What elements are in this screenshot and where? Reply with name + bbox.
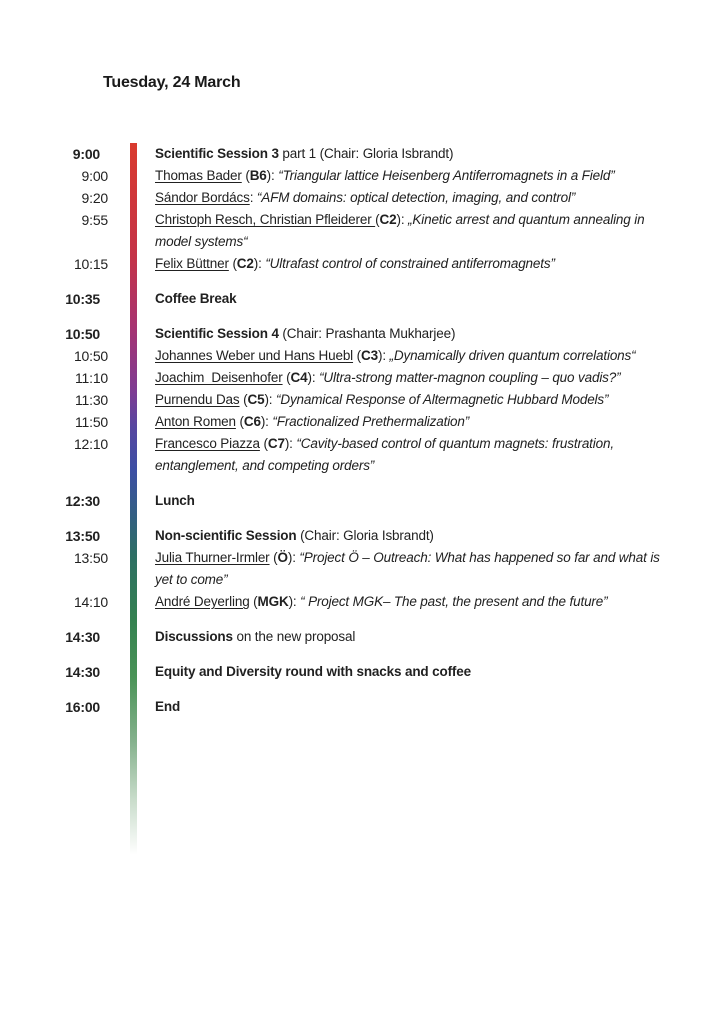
speaker-name: Anton Romen <box>155 414 236 429</box>
speaker-name: Johannes Weber und Hans Huebl <box>155 348 354 363</box>
text-segment: C2 <box>236 256 254 271</box>
text-segment: ): <box>266 168 279 183</box>
schedule-row-session <box>0 143 724 165</box>
talk-title: “Ultrafast control of constrained antiferromagnets” <box>265 256 555 271</box>
text-segment: ): <box>288 594 301 609</box>
time-label: 11:50 <box>75 414 108 430</box>
time-label: 13:50 <box>73 550 108 566</box>
text-segment: Ö <box>277 550 288 565</box>
text-segment: Scientific Session 4 <box>155 326 279 341</box>
entry-text <box>155 433 670 477</box>
schedule-row-talk <box>0 389 724 411</box>
schedule-row-session <box>0 323 724 345</box>
text-segment: on the new proposal <box>232 629 356 644</box>
text-segment: ( <box>241 168 250 183</box>
text-segment: ): <box>377 348 390 363</box>
time-label: 11:30 <box>75 392 108 408</box>
time-label: 9:20 <box>81 190 108 206</box>
page-title: Tuesday, 24 March <box>103 74 241 91</box>
text-segment: (Chair: Gloria Isbrandt) <box>296 528 434 543</box>
text-segment: C4 <box>290 370 308 385</box>
text-segment: ( <box>239 392 248 407</box>
time-label: 14:30 <box>65 664 100 680</box>
speaker-name: Christoph Resch, Christian Pfleiderer <box>155 212 376 227</box>
talk-title: „Dynamically driven quantum correlations“ <box>389 348 636 363</box>
text-segment: C6 <box>243 414 261 429</box>
text-segment: ): <box>284 436 297 451</box>
entry-text <box>155 696 670 718</box>
time-label: 10:15 <box>73 256 108 272</box>
schedule-row-block <box>0 696 724 718</box>
schedule-row-talk <box>0 187 724 209</box>
schedule-row-talk <box>0 165 724 187</box>
entry-text <box>155 490 670 512</box>
entry-text <box>155 253 670 275</box>
text-segment: ( <box>249 594 258 609</box>
talk-title: “Dynamical Response of Altermagnetic Hubbard Models” <box>276 392 609 407</box>
time-label: 10:50 <box>73 348 108 364</box>
text-segment: Lunch <box>155 493 195 508</box>
entry-text <box>155 209 670 253</box>
talk-title: “Cavity-based control of quantum magnets: frustration, entanglement, and competing orders” <box>155 436 618 473</box>
entry-text <box>155 288 670 310</box>
text-segment: ): <box>287 550 300 565</box>
schedule-row-talk <box>0 433 724 477</box>
schedule <box>0 143 724 718</box>
text-segment: ): <box>264 392 276 407</box>
entry-text <box>155 323 670 345</box>
time-label: 13:50 <box>65 528 100 544</box>
text-segment: ( <box>259 436 268 451</box>
speaker-name: André Deyerling <box>155 594 250 609</box>
schedule-row-block <box>0 661 724 683</box>
speaker-name: Sándor Bordács <box>155 190 250 205</box>
text-segment: ): <box>260 414 273 429</box>
talk-title: “Project Ö – Outreach: What has happened so far and what is yet to come” <box>155 550 664 587</box>
text-segment: ( <box>269 550 278 565</box>
speaker-name: Purnendu Das <box>155 392 240 407</box>
schedule-row-session <box>0 525 724 547</box>
entry-text <box>155 389 670 411</box>
schedule-row-talk <box>0 411 724 433</box>
text-segment: (Chair: Prashanta Mukharjee) <box>278 326 456 341</box>
entry-text <box>155 143 670 165</box>
text-segment: part 1 (Chair: Gloria Isbrandt) <box>278 146 454 161</box>
entry-text <box>155 165 670 187</box>
time-label: 9:55 <box>81 212 108 228</box>
schedule-row-talk <box>0 209 724 253</box>
talk-title: „Kinetic arrest and quantum annealing in model systems“ <box>155 212 649 249</box>
text-segment: ): <box>307 370 320 385</box>
entry-text <box>155 547 670 591</box>
schedule-row-talk <box>0 591 724 613</box>
text-segment: ( <box>235 414 244 429</box>
entry-text <box>155 591 670 613</box>
time-label: 12:30 <box>65 493 100 509</box>
text-segment: Equity and Diversity round with snacks and coffee <box>155 664 471 679</box>
text-segment: Scientific Session 3 <box>155 146 279 161</box>
text-segment: ( <box>375 212 380 227</box>
schedule-row-block <box>0 626 724 648</box>
speaker-name: Felix Büttner <box>155 256 229 271</box>
time-label: 12:10 <box>73 436 108 452</box>
text-segment: : <box>249 190 257 205</box>
time-label: 10:50 <box>65 326 100 342</box>
text-segment: End <box>155 699 181 714</box>
text-segment: ): <box>253 256 266 271</box>
entry-text <box>155 187 670 209</box>
speaker-name: Francesco Piazza <box>155 436 260 451</box>
time-label: 14:10 <box>73 594 108 610</box>
speaker-name: Joachim Deisenhofer <box>155 370 283 385</box>
schedule-row-talk <box>0 547 724 591</box>
schedule-row-talk <box>0 367 724 389</box>
text-segment: Non-scientific Session <box>155 528 297 543</box>
schedule-row-talk <box>0 253 724 275</box>
talk-title: “Fractionalized Prethermalization” <box>272 414 470 429</box>
time-label: 16:00 <box>65 699 100 715</box>
schedule-row-block <box>0 490 724 512</box>
talk-title: “Triangular lattice Heisenberg Antiferromagnets in a Field” <box>278 168 615 183</box>
time-label: 10:35 <box>65 291 100 307</box>
schedule-row-talk <box>0 345 724 367</box>
text-segment: B6 <box>249 168 267 183</box>
entry-text <box>155 661 670 683</box>
text-segment: MGK <box>257 594 289 609</box>
speaker-name: Thomas Bader <box>155 168 242 183</box>
text-segment: C7 <box>267 436 285 451</box>
text-segment: Coffee Break <box>155 291 237 306</box>
time-label: 9:00 <box>81 168 108 184</box>
entry-text <box>155 411 670 433</box>
talk-title: “ Project MGK– The past, the present and the future” <box>300 594 608 609</box>
text-segment: ): <box>396 212 409 227</box>
time-label: 9:00 <box>72 146 100 162</box>
schedule-row-block <box>0 288 724 310</box>
text-segment: C5 <box>247 392 265 407</box>
entry-text <box>155 525 670 547</box>
talk-title: “Ultra-strong matter-magnon coupling – quo vadis?” <box>319 370 621 385</box>
text-segment: ( <box>282 370 291 385</box>
text-segment: ( <box>353 348 361 363</box>
talk-title: “AFM domains: optical detection, imaging, and control” <box>256 190 576 205</box>
text-segment: C3 <box>361 348 378 363</box>
entry-text <box>155 626 670 648</box>
time-label: 11:10 <box>75 370 108 386</box>
text-segment: Discussions <box>155 629 233 644</box>
text-segment: C2 <box>379 212 397 227</box>
speaker-name: Julia Thurner-Irmler <box>155 550 270 565</box>
entry-text <box>155 345 670 367</box>
text-segment: ( <box>228 256 237 271</box>
time-label: 14:30 <box>65 629 100 645</box>
entry-text <box>155 367 670 389</box>
